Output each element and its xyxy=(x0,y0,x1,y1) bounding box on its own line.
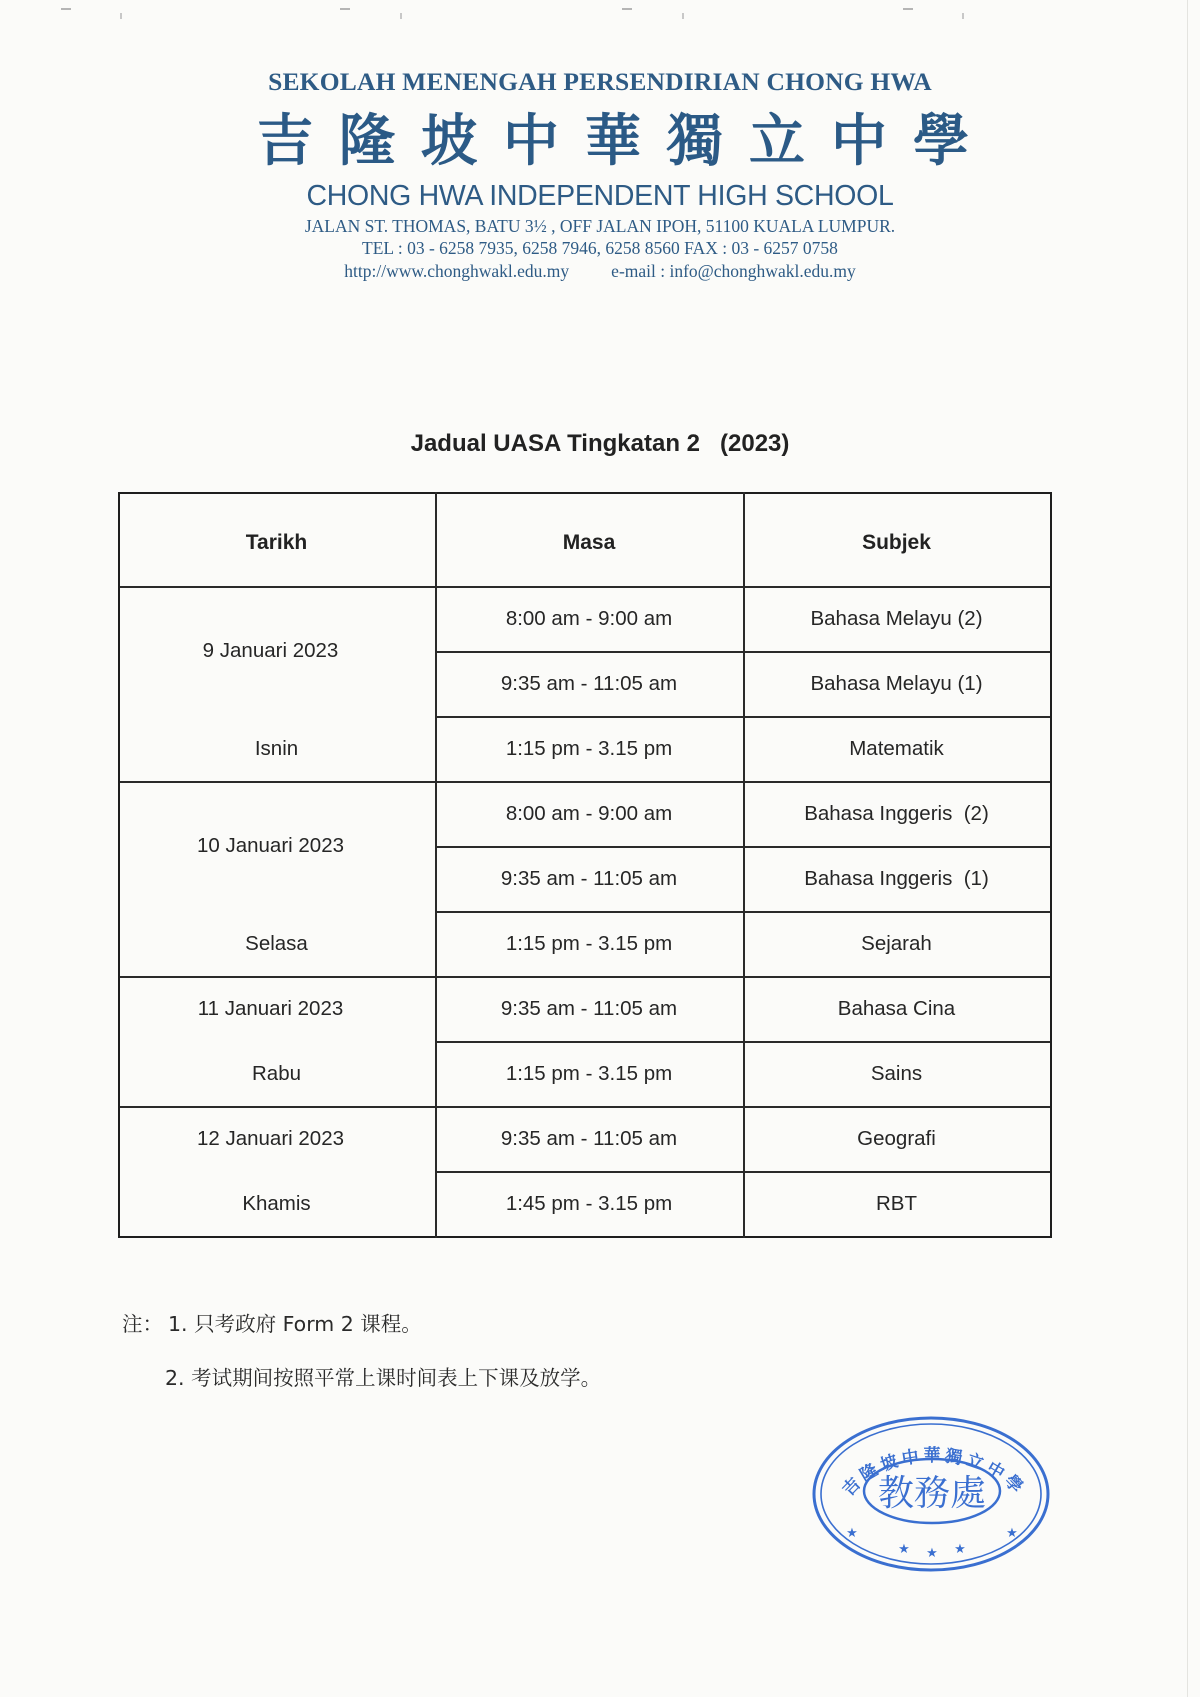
table-rule xyxy=(435,492,437,1238)
time-cell: 1:15 pm - 3.15 pm xyxy=(505,931,673,955)
time-cell: 1:15 pm - 3.15 pm xyxy=(505,1061,673,1085)
weekday-cell: Rabu xyxy=(251,1061,301,1085)
time-cell: 1:45 pm - 3.15 pm xyxy=(505,1191,673,1215)
weekday-cell: Khamis xyxy=(242,1191,311,1215)
school-address: JALAN ST. THOMAS, BATU 3½ , OFF JALAN IPOH, 51100 KUALA LUMPUR. xyxy=(304,216,896,236)
date-cell: 12 Januari 2023 xyxy=(196,1126,345,1150)
page-title: Jadual UASA Tingkatan 2 (2023) xyxy=(410,430,790,457)
subject-cell: Bahasa Melayu (2) xyxy=(810,606,983,630)
star-icon: ★ xyxy=(926,1546,938,1561)
time-cell: 9:35 am - 11:05 am xyxy=(500,1126,678,1150)
subject-cell: Geografi xyxy=(857,1126,936,1150)
table-rule xyxy=(1050,492,1052,1238)
email-link[interactable]: e-mail : info@chonghwakl.edu.my xyxy=(611,261,856,281)
subject-cell: Sains xyxy=(870,1061,923,1085)
table-rule xyxy=(118,586,1052,588)
note-item: 2. 考试期间按照平常上课时间表上下课及放学。 xyxy=(165,1366,602,1390)
time-cell: 8:00 am - 9:00 am xyxy=(505,801,673,825)
star-icon: ★ xyxy=(898,1542,910,1557)
school-name-malay: SEKOLAH MENENGAH PERSENDIRIAN CHONG HWA xyxy=(268,67,932,96)
school-name-english: CHONG HWA INDEPENDENT HIGH SCHOOL xyxy=(306,180,894,212)
table-rule xyxy=(118,492,120,1238)
note-item: 1. 只考政府 Form 2 课程。 xyxy=(168,1312,422,1336)
star-icon: ★ xyxy=(1006,1526,1018,1541)
stamp-outer-text: 吉隆坡中華獨立中學 xyxy=(838,1446,1030,1501)
star-icon: ★ xyxy=(846,1526,858,1541)
weekday-cell: Selasa xyxy=(245,931,308,955)
table-rule xyxy=(118,492,1052,494)
subject-cell: Sejarah xyxy=(861,931,932,955)
subject-cell: Matematik xyxy=(849,736,944,760)
stamp-center-text: 教務處 xyxy=(877,1473,987,1514)
weekday-cell: Isnin xyxy=(254,736,299,760)
subject-cell: Bahasa Melayu (1) xyxy=(810,671,983,695)
time-cell: 9:35 am - 11:05 am xyxy=(500,996,678,1020)
column-header: Subjek xyxy=(862,531,931,554)
table-rule xyxy=(118,1106,1052,1108)
office-stamp xyxy=(808,1413,1054,1575)
subject-cell: Bahasa Inggeris (2) xyxy=(804,801,989,825)
column-header: Masa xyxy=(562,531,616,554)
date-cell: 9 Januari 2023 xyxy=(202,639,339,662)
subject-cell: Bahasa Cina xyxy=(837,996,956,1020)
notes-label: 注： xyxy=(122,1312,163,1336)
table-rule xyxy=(118,976,1052,978)
website-link[interactable]: http://www.chonghwakl.edu.my xyxy=(344,261,570,281)
school-name-chinese: 吉隆坡中華獨立中學 xyxy=(257,108,995,174)
school-contact: TEL : 03 - 6258 7935, 6258 7946, 6258 8560 FAX : 03 - 6257 0758 xyxy=(362,238,838,258)
date-cell: 11 Januari 2023 xyxy=(197,996,344,1020)
time-cell: 9:35 am - 11:05 am xyxy=(500,866,678,890)
date-cell: 10 Januari 2023 xyxy=(196,834,345,857)
column-header: Tarikh xyxy=(245,531,308,554)
time-cell: 1:15 pm - 3.15 pm xyxy=(505,736,673,760)
table-rule xyxy=(743,492,745,1238)
table-rule xyxy=(118,1236,1052,1238)
subject-cell: RBT xyxy=(876,1191,917,1215)
time-cell: 9:35 am - 11:05 am xyxy=(500,671,678,695)
subject-cell: Bahasa Inggeris (1) xyxy=(804,866,989,890)
time-cell: 8:00 am - 9:00 am xyxy=(505,606,673,630)
table-rule xyxy=(118,781,1052,783)
star-icon: ★ xyxy=(954,1542,966,1557)
